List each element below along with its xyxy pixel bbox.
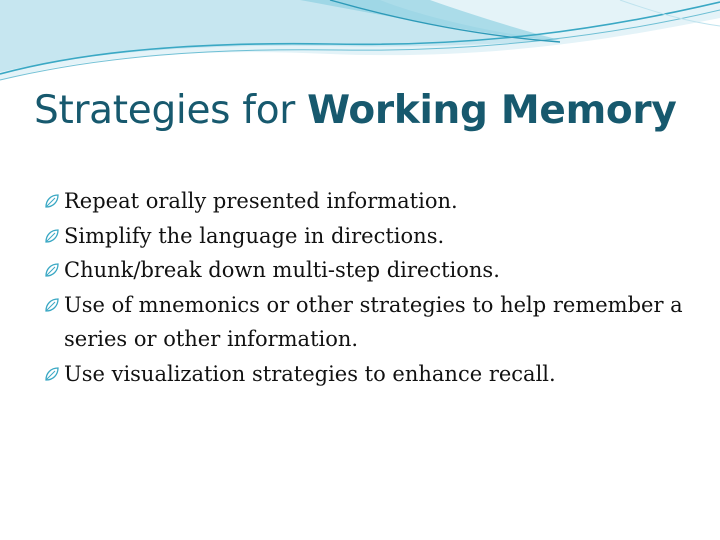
bullet-item [44, 184, 684, 219]
header-wave-decoration [0, 0, 720, 90]
bullet-item [44, 288, 684, 357]
leaf-bullet-icon [44, 262, 60, 278]
slide-title-bold: Working Memory [307, 88, 677, 133]
slide-title [34, 88, 704, 133]
bullet-text: Simplify the language in directions. [64, 223, 445, 248]
slide-title-regular: Strategies for [34, 88, 308, 133]
leaf-bullet-icon [44, 366, 60, 382]
bullet-text: Chunk/break down multi-step directions. [64, 258, 500, 282]
bullet-list [44, 184, 684, 391]
bullet-text: Repeat orally presented information. [64, 189, 458, 213]
bullet-text: Use of mnemonics or other strategies to help remember a series or other information. [64, 292, 683, 351]
bullet-text: Use visualization strategies to enhance recall. [64, 361, 556, 386]
bullet-item [44, 219, 684, 254]
leaf-bullet-icon [44, 228, 60, 244]
leaf-bullet-icon [44, 193, 60, 209]
bullet-item [44, 253, 684, 288]
leaf-bullet-icon [44, 297, 60, 313]
bullet-item [44, 357, 684, 392]
